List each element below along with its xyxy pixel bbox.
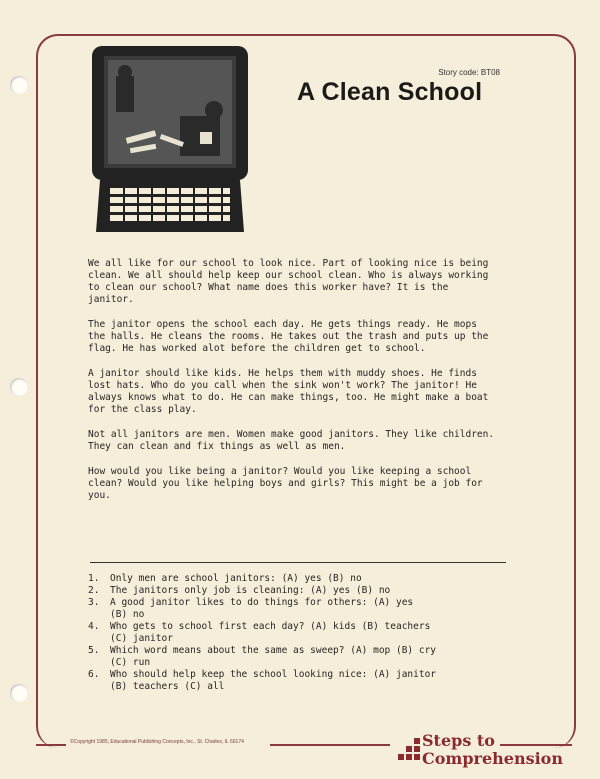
story-paragraph: How would you like being a janitor? Would you like keeping a school clean? Would you like helping boys and girls? This might be a job for you. bbox=[88, 466, 483, 501]
story-paragraph: The janitor opens the school each day. He gets things ready. He mops the halls. He cleans the rooms. He takes out the trash and puts up the flag. He has worked alot before the children get to school. bbox=[88, 319, 489, 354]
story-paragraph: A janitor should like kids. He helps them with muddy shoes. He finds lost hats. Who do you call when the sink won't work? The janitor! He always knows what to do. He can make things, too. He might make a boat for the class play. bbox=[88, 368, 489, 415]
question-list bbox=[88, 573, 528, 693]
border-bottom-mid bbox=[270, 744, 390, 746]
question-text: The janitors only job is cleaning: (A) yes (B) no bbox=[110, 585, 391, 596]
question-number: 2. bbox=[88, 585, 100, 596]
copyright-notice: ©Copyright 1985, Educational Publishing Concepts, Inc., St. Charles, IL 60174 bbox=[70, 739, 244, 745]
page-title: A Clean School bbox=[297, 78, 483, 106]
border-bottom-left bbox=[36, 744, 66, 746]
binder-hole-middle bbox=[10, 378, 28, 396]
question-text: Only men are school janitors: (A) yes (B) no bbox=[110, 573, 362, 584]
question-text: Which word means about the same as sweep? (A) mop (B) cry (C) run bbox=[110, 645, 437, 668]
question-number: 6. bbox=[88, 669, 100, 680]
story-text bbox=[88, 258, 520, 515]
question-number: 4. bbox=[88, 621, 100, 632]
answer-line bbox=[90, 562, 506, 563]
story-code: Story code: BT08 bbox=[438, 68, 500, 77]
question-item bbox=[88, 645, 528, 669]
question-item bbox=[88, 621, 528, 645]
story-paragraph: Not all janitors are men. Women make good janitors. They like children. They can clean and fix things as well as men. bbox=[88, 429, 495, 452]
question-number: 5. bbox=[88, 645, 100, 656]
question-text: Who gets to school first each day? (A) kids (B) teachers (C) janitor bbox=[110, 621, 431, 644]
computer-illustration bbox=[90, 46, 250, 236]
question-item bbox=[88, 573, 528, 585]
question-text: A good janitor likes to do things for others: (A) yes (B) no bbox=[110, 597, 414, 620]
question-item bbox=[88, 669, 528, 693]
question-number: 1. bbox=[88, 573, 100, 584]
binder-hole-top bbox=[10, 76, 28, 94]
steps-to-comprehension-logo bbox=[398, 732, 578, 772]
story-paragraph: We all like for our school to look nice. Part of looking nice is being clean. We all should help keep our school clean. Who is always working to clean our school? What name does this worker have? It is the janitor. bbox=[88, 258, 489, 305]
question-item bbox=[88, 597, 528, 621]
logo-line-1: Steps to bbox=[422, 731, 495, 750]
question-number: 3. bbox=[88, 597, 100, 608]
logo-line-2: Comprehension bbox=[422, 749, 563, 768]
question-item bbox=[88, 585, 528, 597]
binder-hole-bottom bbox=[10, 684, 28, 702]
question-text: Who should help keep the school looking nice: (A) janitor (B) teachers (C) all bbox=[110, 669, 437, 692]
stairs-icon bbox=[398, 738, 422, 766]
